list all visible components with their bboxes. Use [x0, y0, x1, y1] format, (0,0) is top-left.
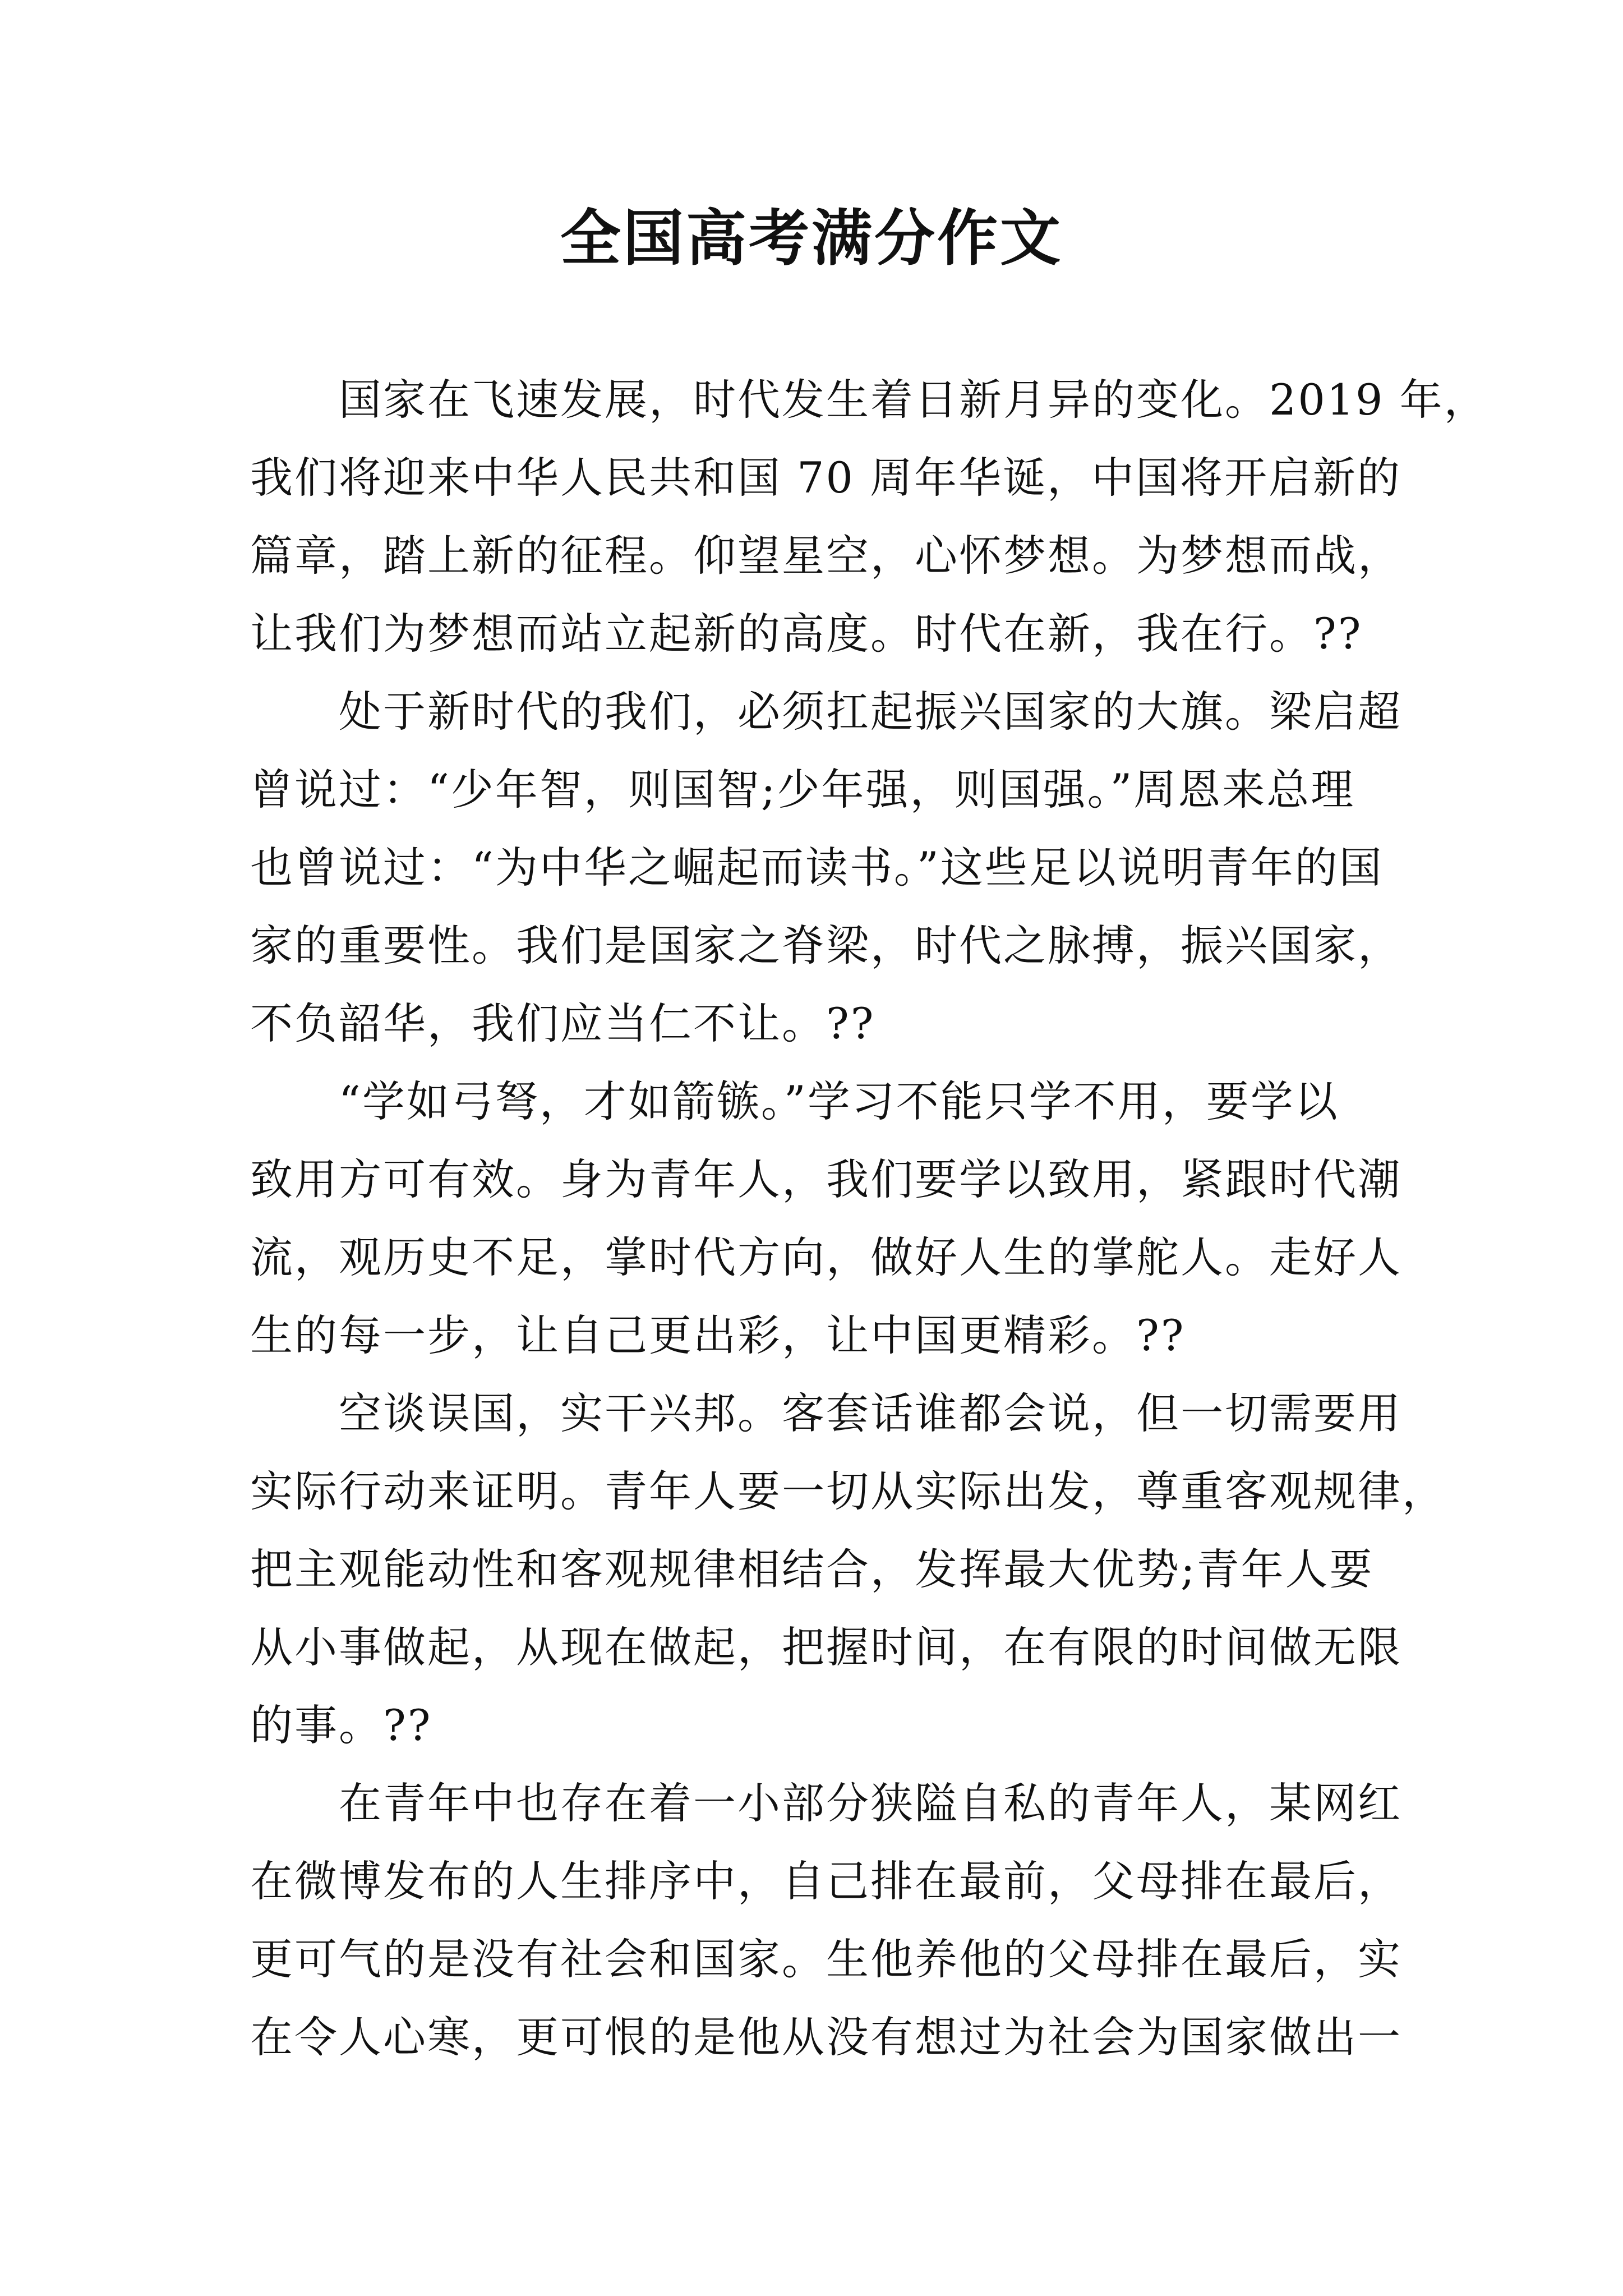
essay-line: 处于新时代的我们，必须扛起振兴国家的大旗。梁启超: [250, 687, 1402, 737]
essay-line: 不负韶华，我们应当仁不让。??: [250, 999, 875, 1048]
essay-line: 从小事做起，从现在做起，把握时间，在有限的时间做无限: [250, 1622, 1402, 1672]
essay-line: 让我们为梦想而站立起新的高度。时代在新，我在行。??: [250, 609, 1363, 659]
essay-line: 实际行动来证明。青年人要一切从实际出发，尊重客观规律，: [250, 1466, 1446, 1516]
essay-line: 也曾说过：“为中华之崛起而读书。”这些足以说明青年的国: [250, 843, 1384, 892]
essay-line: 空谈误国，实干兴邦。客套话谁都会说，但一切需要用: [250, 1388, 1402, 1438]
essay-line: 曾说过：“少年智，则国智;少年强，则国强。”周恩来总理: [250, 765, 1355, 815]
essay-line: 在青年中也存在着一小部分狭隘自私的青年人，某网红: [250, 1778, 1402, 1828]
essay-line: 流，观历史不足，掌时代方向，做好人生的掌舵人。走好人: [250, 1232, 1402, 1282]
essay-line: 篇章，踏上新的征程。仰望星空，心怀梦想。为梦想而战，: [250, 531, 1402, 581]
document-title: 全国高考满分作文: [560, 203, 1063, 274]
essay-line: 家的重要性。我们是国家之脊梁，时代之脉搏，振兴国家，: [250, 921, 1402, 970]
essay-line: “学如弓弩，才如箭镞。”学习不能只学不用，要学以: [250, 1076, 1339, 1126]
essay-line: 在令人心寒，更可恨的是他从没有想过为社会为国家做出一: [250, 2012, 1402, 2062]
essay-line: 致用方可有效。身为青年人，我们要学以致用，紧跟时代潮: [250, 1154, 1402, 1204]
essay-line: 我们将迎来中华人民共和国 70 周年华诞，中国将开启新的: [250, 453, 1402, 503]
essay-line: 更可气的是没有社会和国家。生他养他的父母排在最后，实: [250, 1934, 1402, 1984]
essay-line: 国家在飞速发展，时代发生着日新月异的变化。2019 年，: [250, 375, 1488, 425]
essay-line: 把主观能动性和客观规律相结合，发挥最大优势;青年人要: [250, 1544, 1374, 1594]
essay-line: 生的每一步，让自己更出彩，让中国更精彩。??: [250, 1310, 1186, 1360]
essay-line: 在微博发布的人生排序中，自己排在最前，父母排在最后，: [250, 1856, 1402, 1906]
essay-line: 的事。??: [250, 1700, 432, 1750]
